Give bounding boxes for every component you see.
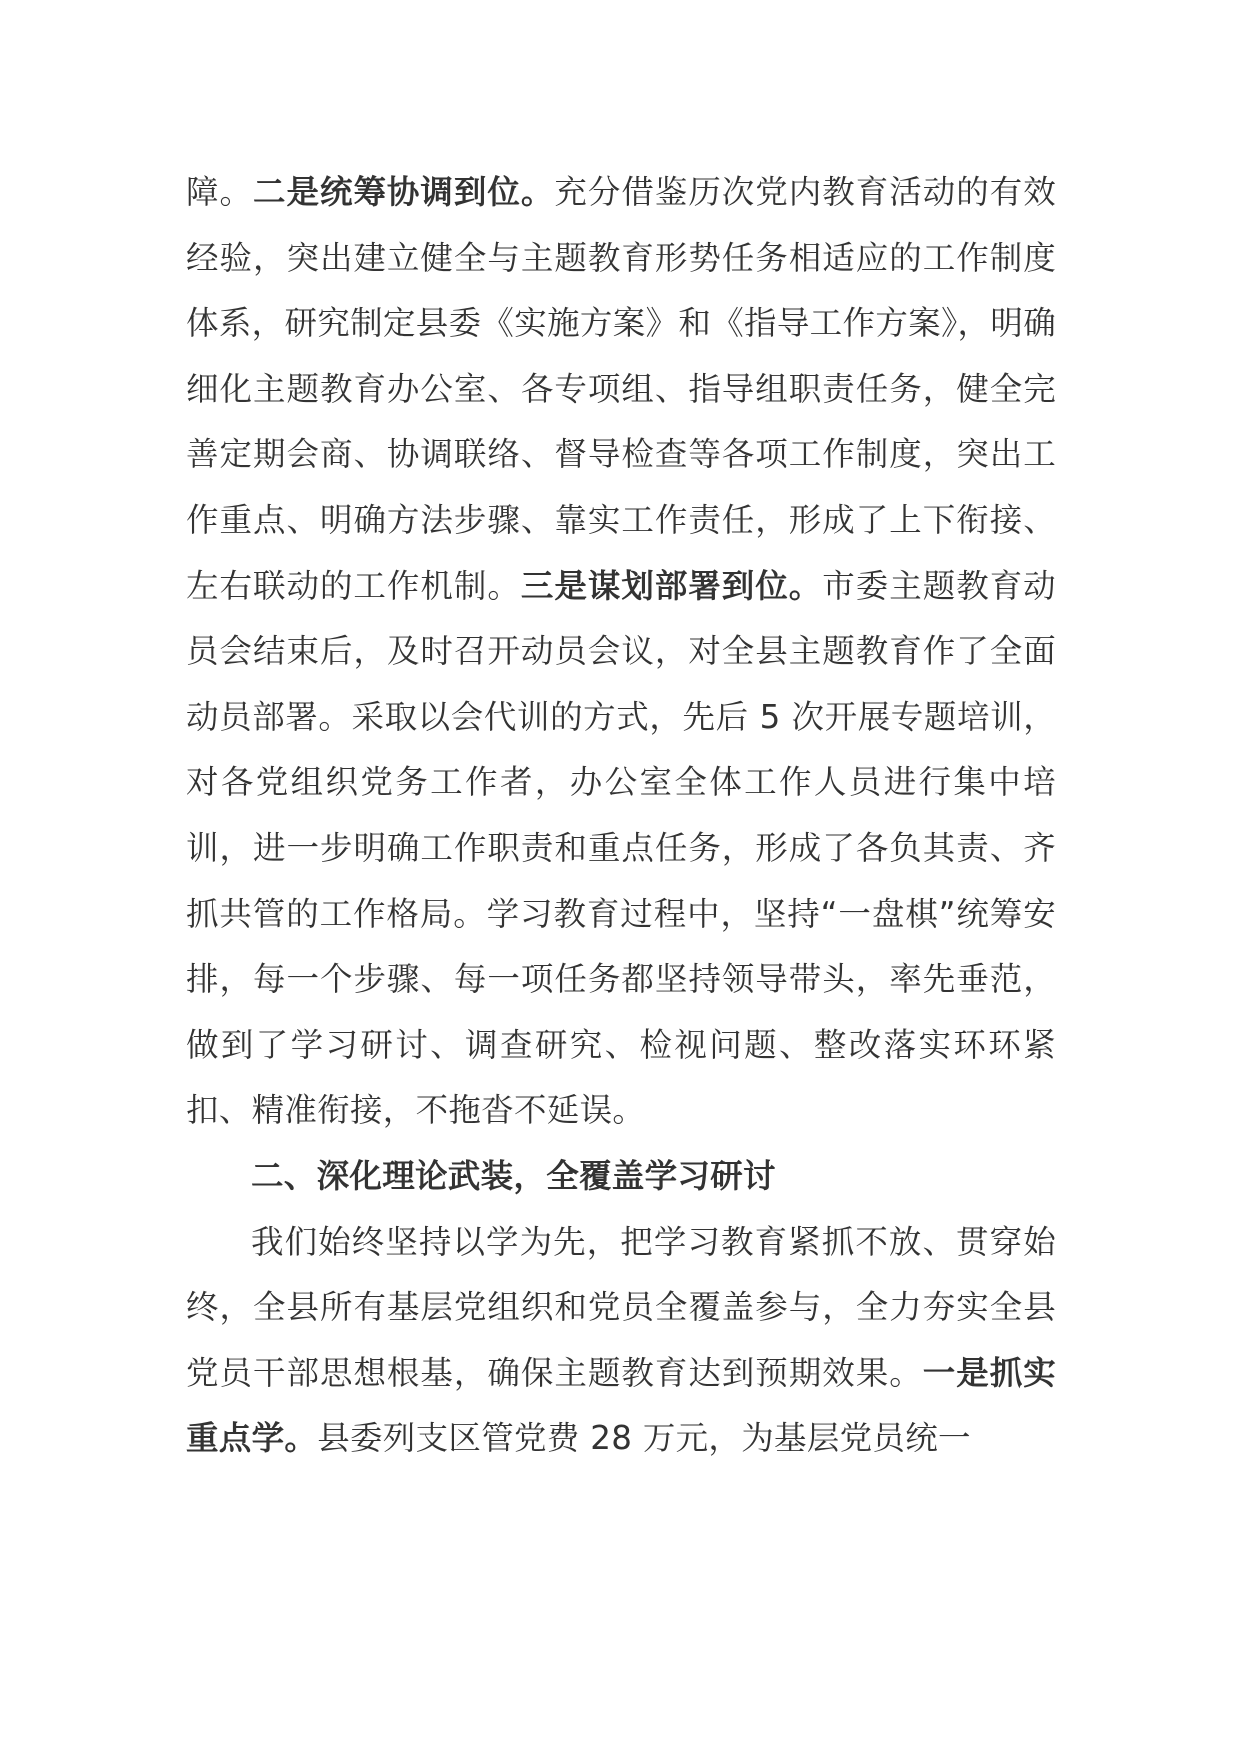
body-paragraph	[186, 160, 1056, 1144]
paragraph-text: 充分借鉴历次党内教育活动的有效经验，突出建立健全与主题教育形势任务相适应的工作制度体系，研究制定县委《实施方案》和《指导工作方案》，明确细化主题教育办公室、各专项组、指导组职责任务，健全完善定期会商、协调联络、督导检查等各项工作制度，突出工作重点、明确方法步骤、靠实工作责任，形成了上下衔接、左右联动的工作机制。	[186, 173, 1056, 605]
paragraph-text: 我们始终坚持以学为先，把学习教育紧抓不放、贯穿始终，全县所有基层党组织和党员全覆盖参与，全力夯实全县党员干部思想根基，确保主题教育达到预期效果。	[186, 1222, 1056, 1392]
document-page	[186, 160, 1056, 1472]
paragraph-text: 市委主题教育动员会结束后，及时召开动员会议，对全县主题教育作了全面动员部署。采取以会代训的方式，先后 5 次开展专题培训，对各党组织党务工作者，办公室全体工作人员进行集中培训，进一步明确工作职责和重点任务，形成了各负其责、齐抓共管的工作格局。学习教育过程中，坚持“一盘棋”统筹安排，每一个步骤、每一项任务都坚持领导带头，率先垂范，做到了学习研讨、调查研究、检视问题、整改落实环环紧扣、精准衔接，不拖沓不延误。	[186, 566, 1056, 1130]
paragraph-text: 障。	[186, 173, 253, 211]
bold-subheading: 一是抓实重点学。	[186, 1353, 1056, 1458]
section-heading: 二、深化理论武装，全覆盖学习研讨	[251, 1156, 776, 1195]
bold-subheading: 三是谋划部署到位。	[520, 566, 823, 605]
bold-subheading: 二是统筹协调到位。	[252, 173, 555, 211]
body-paragraph	[186, 1210, 1056, 1472]
paragraph-text: 县委列支区管党费 28 万元，为基层党员统一	[317, 1419, 971, 1458]
